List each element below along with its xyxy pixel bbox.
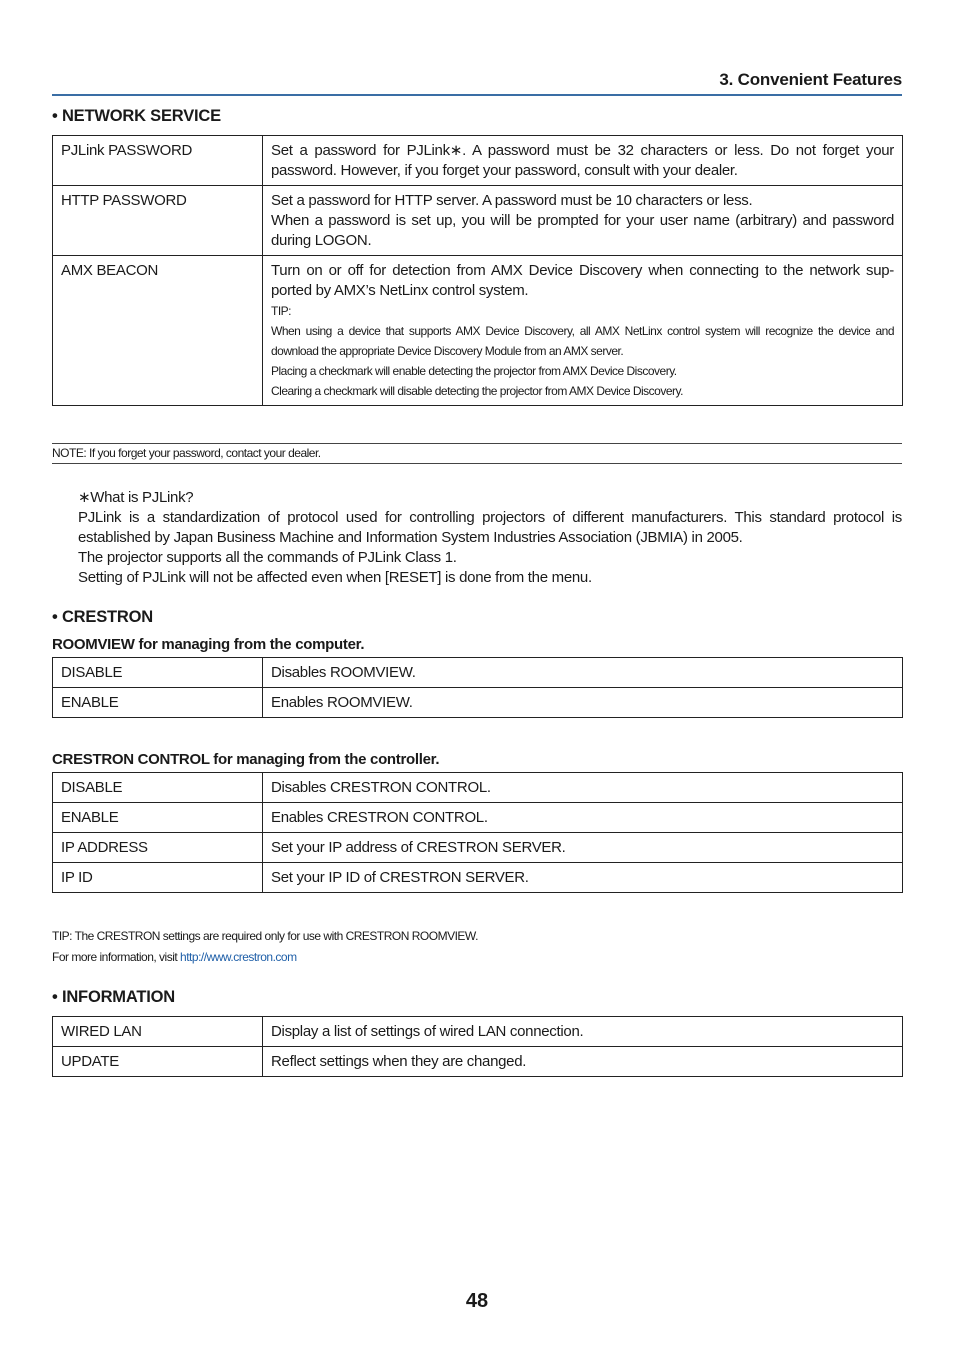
row-description: Disables CRESTRON CONTROL. — [263, 773, 903, 803]
table-row — [53, 803, 903, 833]
row-description: Reflect settings when they are changed. — [263, 1047, 903, 1077]
chapter-title: 3. Convenient Features — [719, 70, 902, 89]
roomview-title: ROOMVIEW for managing from the computer. — [52, 636, 365, 653]
crestron-control-title: CRESTRON CONTROL for managing from the controller. — [52, 751, 440, 768]
row-label: PJLink PASSWORD — [53, 136, 263, 186]
row-description: Enables CRESTRON CONTROL. — [263, 803, 903, 833]
note-box: NOTE: If you forget your password, contact your dealer. — [52, 443, 902, 464]
row-description: Set a password for PJLink∗. A password must be 32 characters or less. Do not forget your password. However, if you forget your password, consult with your dealer. — [263, 136, 903, 186]
table-row — [53, 1047, 903, 1077]
description-line: When a password is set up, you will be prompted for your user name (arbitrary) and password during LOGON. — [271, 212, 894, 249]
pjlink-question: ∗What is PJLink? — [78, 489, 194, 506]
table-row — [53, 863, 903, 893]
row-label: WIRED LAN — [53, 1017, 263, 1047]
section-heading-crestron: • CRESTRON — [52, 608, 153, 626]
crestron-link[interactable]: http://www.crestron.com — [180, 950, 297, 964]
pjlink-paragraph: The projector supports all the commands of PJLink Class 1. — [78, 549, 457, 566]
table-row — [53, 688, 903, 718]
more-info-prefix: For more information, visit — [52, 950, 181, 964]
row-label: AMX BEACON — [53, 256, 263, 406]
description-line: Set a password for HTTP server. A password must be 10 characters or less. — [271, 192, 753, 209]
page-header — [52, 70, 902, 96]
row-description: Display a list of settings of wired LAN connection. — [263, 1017, 903, 1047]
page-number: 48 — [465, 1290, 489, 1312]
description-line: Turn on or off for detection from AMX Device Discovery when connecting to the network sup-ported by AMX’s NetLinx control system. — [271, 262, 894, 299]
table-row — [53, 1017, 903, 1047]
row-label: IP ADDRESS — [53, 833, 263, 863]
row-label: ENABLE — [53, 688, 263, 718]
network-service-table — [52, 135, 903, 406]
row-label: UPDATE — [53, 1047, 263, 1077]
row-label: HTTP PASSWORD — [53, 186, 263, 256]
row-description — [263, 186, 903, 256]
section-heading-network-service: • NETWORK SERVICE — [52, 107, 221, 125]
row-description — [263, 256, 903, 406]
tip-text: When using a device that supports AMX Device Discovery, all AMX NetLinx control system will recognize the device and download the appropriate Device Discovery Module from an AMX server. — [271, 324, 894, 358]
crestron-control-table — [52, 772, 903, 893]
pjlink-paragraph: PJLink is a standardization of protocol used for controlling projectors of different manufacturers. This standard protocol is established by Japan Business Machine and Information System Industries Association (JBMIA) in 2005. — [78, 509, 902, 546]
information-table — [52, 1016, 903, 1077]
crestron-tip — [52, 926, 902, 968]
row-label: ENABLE — [53, 803, 263, 833]
more-info-line — [52, 947, 902, 968]
table-row — [53, 658, 903, 688]
table-row — [53, 136, 903, 186]
table-row — [53, 833, 903, 863]
row-label: IP ID — [53, 863, 263, 893]
tip-line: TIP: The CRESTRON settings are required only for use with CRESTRON ROOMVIEW. — [52, 929, 478, 943]
row-description: Set your IP address of CRESTRON SERVER. — [263, 833, 903, 863]
row-description: Enables ROOMVIEW. — [263, 688, 903, 718]
tip-text: Placing a checkmark will enable detecting the projector from AMX Device Discovery. — [271, 364, 677, 378]
roomview-table — [52, 657, 903, 718]
section-heading-information: • INFORMATION — [52, 988, 175, 1006]
row-label: DISABLE — [53, 658, 263, 688]
tip-label: TIP: — [271, 304, 292, 318]
table-row — [53, 773, 903, 803]
row-description: Disables ROOMVIEW. — [263, 658, 903, 688]
pjlink-explanation — [78, 488, 902, 588]
tip-text: Clearing a checkmark will disable detecting the projector from AMX Device Discovery. — [271, 384, 683, 398]
table-row — [53, 256, 903, 406]
row-description: Set your IP ID of CRESTRON SERVER. — [263, 863, 903, 893]
table-row — [53, 186, 903, 256]
pjlink-paragraph: Setting of PJLink will not be affected even when [RESET] is done from the menu. — [78, 569, 592, 586]
row-label: DISABLE — [53, 773, 263, 803]
